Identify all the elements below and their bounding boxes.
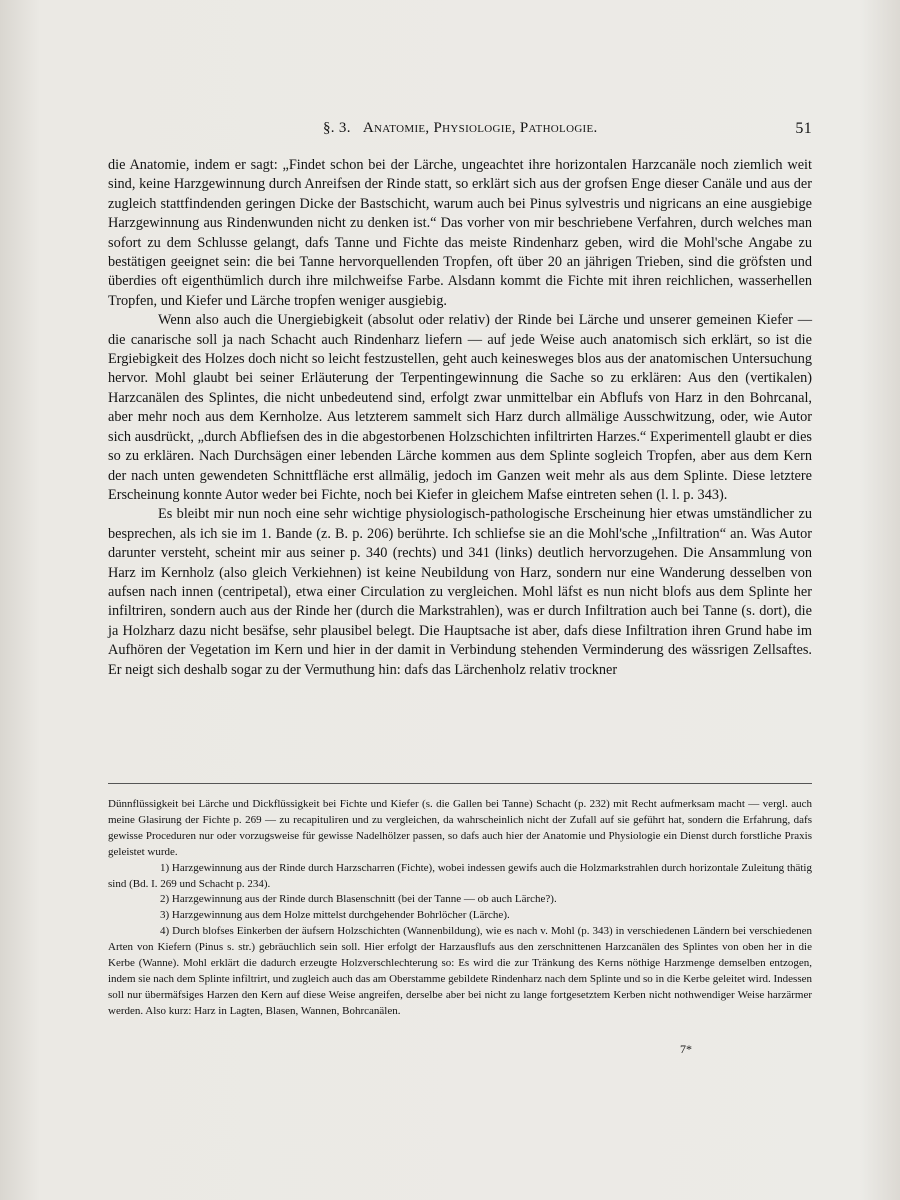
footnote-4: 4) Durch blofses Einkerben der äufsern Holzschichten (Wannenbildung), wie es nach v. Mohl (p. 343) in verschiedenen Ländern bei verschiedenen Arten von Kiefern (Pinus s. str.) gebräuchlich sein soll. Hier erfolgt der Harzausflufs aus den zerschnittenen Harzcanälen des Splintes von oben her in die Kerbe (Wanne). Mohl erklärt die dadurch erzeugte Holzverschlechterung so: Es wird die zur Tränkung des Kerns nöthige Harzmenge demselben entzogen, indem sie nach dem Splinte infiltrirt, und zugleich auch das am Oberstamme gebildete Rindenharz nach dem Splinte und so in die Kerbe geleitet wird. Indessen soll nur übermäfsiges Harzen den Kern auf diese Weise angreifen, derselbe aber bei nicht zu lange fortgesetztem Kerben nicht nothwendiger Weise harzärmer werden. Also kurz: Harz in Lagten, Blasen, Wannen, Bohrcanälen.: [108, 925, 812, 1017]
footnote-divider: [108, 783, 812, 784]
body-paragraph-2: Wenn also auch die Unergiebigkeit (absolut oder relativ) der Rinde bei Lärche und unserer gemeinen Kiefer — die canarische soll ja nach Schacht auch Rindenharz liefern — auf jede Weise auch anatomisch sich erklärt, so ist die Ergiebigkeit des Holzes doch nicht so leicht festzustellen, geht auch keinesweges blos aus der anatomischen Untersuchung hervor. Mohl glaubt bei seiner Erläuterung der Terpentingewinnung die Sache so zu erklären: Aus den (vertikalen) Harzcanälen des Splintes, die nicht unbedeutend sind, erfolgt zwar unmittelbar ein Abflufs von Harz in den Bohrcanal, aber mehr noch aus dem Kernholze. Aus letzterem sammelt sich Harz durch allmälige Ausschwitzung, oder, wie Autor sich ausdrückt, „durch Abfliefsen des in die abgestorbenen Holzschichten infiltrirten Harzes.“ Experimentell glaubt er dies so zu erklären. Nach Durchsägen einer lebenden Lärche kommen aus dem Splinte sogleich Tropfen, aber aus dem Kern der nach unten gewendeten Schnittfläche erst allmälig, jedoch im Ganzen weit mehr als aus dem Splinte. Diese letztere Erscheinung konnte Autor weder bei Fichte, noch bei Kiefer in gleichem Mafse eintreten sehen (l. l. p. 343).: [108, 312, 812, 503]
running-title: Anatomie, Physiologie, Pathologie.: [362, 120, 598, 136]
main-text: [108, 156, 812, 680]
footnote-continuation: Dünnflüssigkeit bei Lärche und Dickflüssigkeit bei Fichte und Kiefer (s. die Gallen bei Tanne) Schacht (p. 232) mit Recht aufmerksam macht — vergl. auch meine Glasirung der Fichte p. 269 — zu recapituliren und zu vergleichen, da wahrscheinlich nicht der Zufall auf sie geführt hat, sondern die Erfahrung, dafs gewisse Proceduren nur oder vorzugsweise für gewisse Nadelhölzer passen, so dafs auch hier der Anatomie und Physiologie ein Dienst durch forstliche Praxis geleistet wurde.: [108, 798, 812, 858]
footnotes: [108, 797, 812, 1020]
body-paragraph-1: die Anatomie, indem er sagt: „Findet schon bei der Lärche, ungeachtet ihre horizontalen Harzcanäle noch ziemlich weit sind, keine Harzgewinnung durch Anreifsen der Rinde statt, so erklärt sich aus der grofsen Enge dieser Canäle und aus der zugleich stattfindenden geringen Dicke der Bastschicht, warum auch bei Pinus sylvestris und nigricans an eine ausgiebige Harzgewinnung aus Rindenwunden nicht zu denken ist.“ Das vorher von mir beschriebene Verfahren, durch welches man sofort zu dem Schlusse gelangt, dafs Tanne und Fichte das meiste Rindenharz geben, wird die Mohl'sche Angabe zu bestätigen geeignet sein: die bei Tanne hervorquellenden Tropfen, oft über 20 an jährigen Trieben, sind die gröfsten und überdies oft eigenthümlich durch ihre milchweifse Farbe. Alsdann kommt die Fichte mit ihren reichlichen, wasserhellen Tropfen, und Kiefer und Lärche tropfen weniger ausgiebig.: [108, 157, 812, 309]
signature-mark: 7*: [680, 1042, 692, 1056]
section-number: §. 3.: [323, 120, 351, 136]
footnote-2: 2) Harzgewinnung aus der Rinde durch Blasenschnitt (bei der Tanne — ob auch Lärche?).: [160, 893, 557, 906]
footnote-1: 1) Harzgewinnung aus der Rinde durch Harzscharren (Fichte), wobei indessen gewifs auch die Holzmarkstrahlen durch horizontale Zuleitung thätig sind (Bd. I. 269 und Schacht p. 234).: [108, 861, 812, 890]
page-number: 51: [795, 120, 812, 137]
body-paragraph-3: Es bleibt mir nun noch eine sehr wichtige physiologisch-pathologische Erscheinung hier etwas umständlicher zu besprechen, als ich sie im 1. Bande (z. B. p. 206) berührte. Ich schliefse sie an die Mohl'sche „Infiltration“ an. Was Autor darunter versteht, scheint mir aus seiner p. 340 (rechts) und 341 (links) deutlich hervorzugehen. Die Ansammlung von Harz im Kernholz (also gleich Verkiehnen) ist keine Neubildung von Harz, sondern nur eine Wanderung desselben von aufsen nach innen (centripetal), etwa einer Circulation zu vergleichen. Mohl läfst es nun nicht blofs aus dem Splinte her infiltriren, sondern auch aus der Rinde her (durch die Markstrahlen), was er durch Infiltration auch bei Tanne (s. dort), die ja Holzharz dazu nicht besäfse, sehr plausibel belegt. Die Hauptsache ist aber, dafs diese Infiltration ihren Grund habe im Aufhören der Vegetation im Kern und hier in der damit in Verbindung stehenden Verminderung des wässrigen Zellsaftes. Er neigt sich deshalb sogar zu der Vermuthung hin: dafs das Lärchenholz relativ trockner: [108, 506, 812, 678]
running-header: [108, 120, 812, 140]
footnote-3: 3) Harzgewinnung aus dem Holze mittelst durchgehender Bohrlöcher (Lärche).: [160, 909, 510, 922]
